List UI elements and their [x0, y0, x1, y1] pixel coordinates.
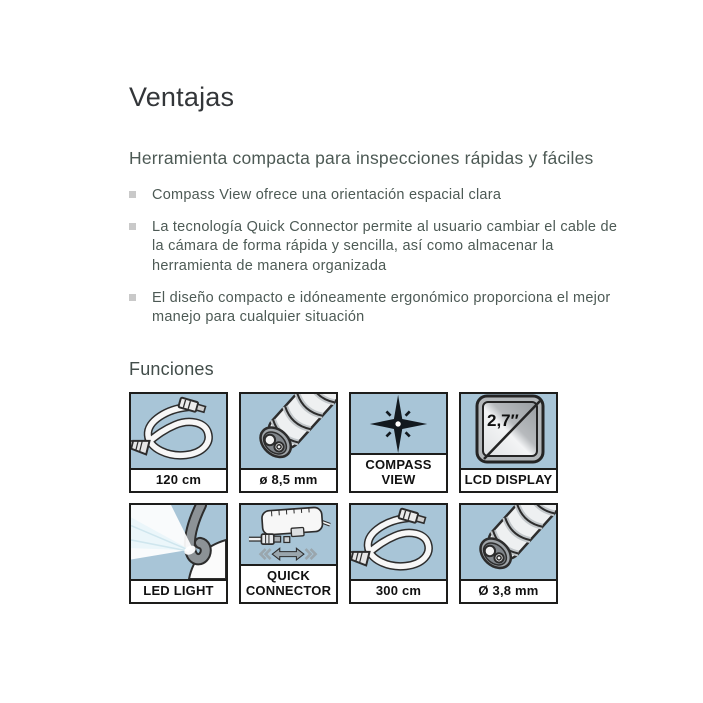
- feature-tile-lcd-display: [459, 392, 558, 493]
- list-item: [129, 186, 623, 205]
- feature-tile-probe-38: [459, 503, 558, 604]
- list-item: [129, 218, 623, 276]
- feature-tile-label: 300 cm: [351, 579, 446, 602]
- camera-probe-icon: [461, 505, 556, 579]
- feature-tile-label: ø 8,5 mm: [241, 468, 336, 491]
- quick-connector-icon: [241, 505, 336, 565]
- compass-star-icon: [351, 394, 446, 454]
- feature-tile-label: LCD DISPLAY: [461, 468, 556, 491]
- functions-title: Funciones: [129, 358, 214, 379]
- bullet-marker: [129, 294, 136, 301]
- cable-coil-icon: [351, 505, 446, 579]
- lcd-display-icon: [461, 394, 556, 468]
- bullet-marker: [129, 191, 136, 198]
- feature-tile-probe-85: [239, 392, 338, 493]
- feature-tile-quick-connector: [239, 503, 338, 604]
- feature-tile-label: LED LIGHT: [131, 579, 226, 602]
- cable-coil-icon: [131, 394, 226, 468]
- bullet-marker: [129, 223, 136, 230]
- lcd-size-label: 2,7″: [487, 410, 519, 430]
- advantages-list: [129, 186, 623, 328]
- feature-tile-cable-300: [349, 503, 448, 604]
- advantages-title: Ventajas: [129, 82, 235, 112]
- bullet-text: El diseño compacto e idóneamente ergonómico proporciona el mejor manejo para cualquier situación: [152, 289, 611, 326]
- feature-tile-label: 120 cm: [131, 468, 226, 491]
- led-light-icon: [131, 505, 226, 579]
- feature-tile-label: QUICK CONNECTOR: [241, 564, 336, 601]
- camera-probe-icon: [241, 394, 336, 468]
- feature-tile-label: Ø 3,8 mm: [461, 579, 556, 602]
- feature-tile-grid: [129, 392, 623, 604]
- feature-tile-led-light: [129, 503, 228, 604]
- list-item: [129, 289, 623, 328]
- bullet-text: La tecnología Quick Connector permite al usuario cambiar el cable de la cámara de forma rápida y sencilla, así como almacenar la herramienta de manera organizada: [152, 219, 618, 274]
- advantages-subtitle: Herramienta compacta para inspecciones rápidas y fáciles: [129, 148, 594, 168]
- feature-tile-cable-120: [129, 392, 228, 493]
- bullet-text: Compass View ofrece una orientación espacial clara: [152, 186, 502, 203]
- feature-tile-compass-view: [349, 392, 448, 493]
- feature-tile-label: COMPASS VIEW: [351, 453, 446, 490]
